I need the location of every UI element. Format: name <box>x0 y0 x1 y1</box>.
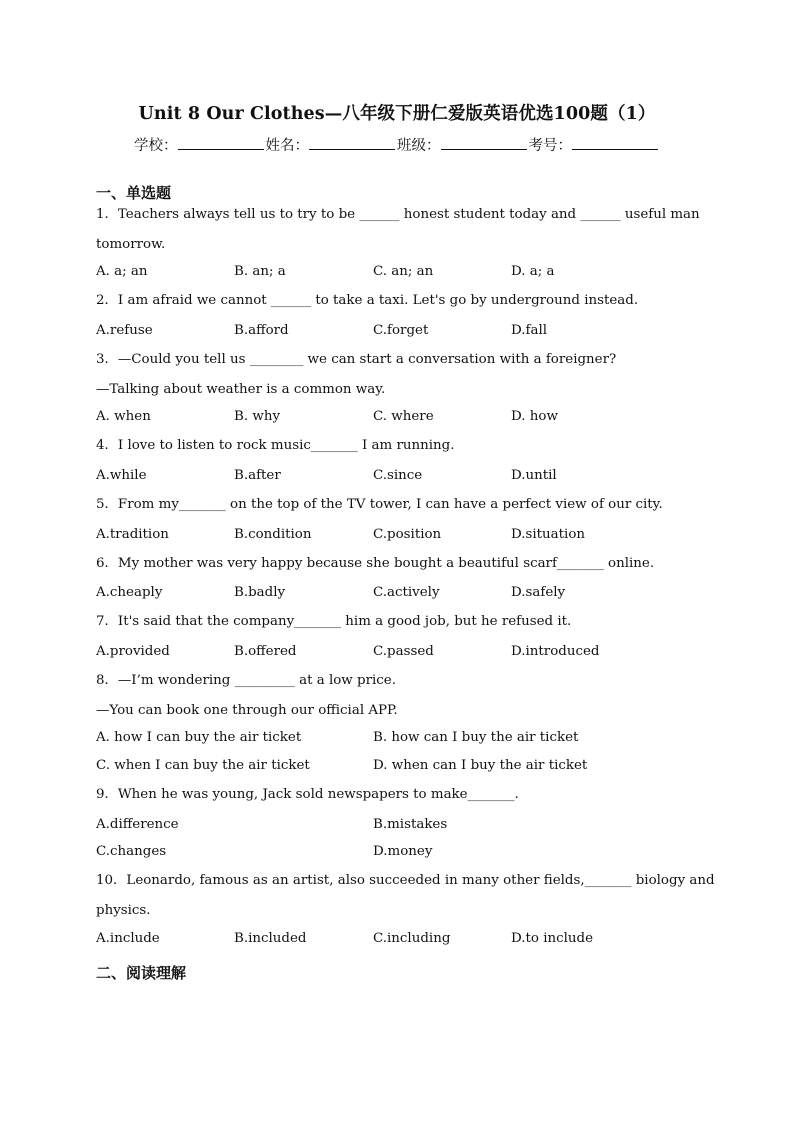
name-label: 姓名： <box>265 138 309 154</box>
question-7-line-1: 7．It's said that the company_______ him a good job, but he refused it. <box>96 614 572 629</box>
question-6-option-c[interactable]: C.actively <box>373 585 440 600</box>
class-label: 班级： <box>397 138 441 154</box>
question-7-option-d[interactable]: D.introduced <box>511 644 600 659</box>
question-4-option-b[interactable]: B.after <box>234 468 281 483</box>
question-2-option-b[interactable]: B.afford <box>234 323 289 338</box>
question-2-option-d[interactable]: D.fall <box>511 323 548 338</box>
question-1-option-d[interactable]: D. a; a <box>511 264 555 279</box>
question-9-option-a[interactable]: A.difference <box>96 817 179 832</box>
question-5-option-d[interactable]: D.situation <box>511 527 586 542</box>
question-4-option-c[interactable]: C.since <box>373 468 423 483</box>
class-blank[interactable] <box>441 135 527 150</box>
question-3-line-1: 3．—Could you tell us ________ we can start a conversation with a foreigner? <box>96 352 617 367</box>
question-8-option-c[interactable]: C. when I can buy the air ticket <box>96 758 310 773</box>
question-6-option-d[interactable]: D.safely <box>511 585 566 600</box>
exam-number-label: 考号： <box>528 138 572 154</box>
question-2-option-a[interactable]: A.refuse <box>96 323 153 338</box>
page-title: Unit 8 Our Clothes—八年级下册仁爱版英语优选100题（1） <box>138 104 656 124</box>
question-2-line-1: 2．I am afraid we cannot ______ to take a taxi. Let's go by underground instead. <box>96 293 639 308</box>
question-7-option-c[interactable]: C.passed <box>373 644 434 659</box>
question-3-option-c[interactable]: C. where <box>373 409 434 424</box>
question-10-line-2: physics. <box>96 903 151 918</box>
question-1-line-2: tomorrow. <box>96 237 166 252</box>
question-3-option-b[interactable]: B. why <box>234 409 281 424</box>
question-3-option-a[interactable]: A. when <box>96 409 151 424</box>
question-5-option-a[interactable]: A.tradition <box>96 527 169 542</box>
question-3-line-2: —Talking about weather is a common way. <box>96 382 386 397</box>
question-7-option-a[interactable]: A.provided <box>96 644 170 659</box>
question-9-option-c[interactable]: C.changes <box>96 844 167 859</box>
question-10-option-d[interactable]: D.to include <box>511 931 594 946</box>
question-9-option-d[interactable]: D.money <box>373 844 433 859</box>
question-7-option-b[interactable]: B.offered <box>234 644 297 659</box>
question-9-option-b[interactable]: B.mistakes <box>373 817 448 832</box>
question-10-option-c[interactable]: C.including <box>373 931 451 946</box>
question-5-line-1: 5．From my_______ on the top of the TV tower, I can have a perfect view of our city. <box>96 497 663 512</box>
name-blank[interactable] <box>309 135 395 150</box>
question-8-line-2: —You can book one through our official APP. <box>96 703 398 718</box>
question-2-option-c[interactable]: C.forget <box>373 323 429 338</box>
question-9-line-1: 9．When he was young, Jack sold newspapers to make_______. <box>96 787 519 802</box>
question-5-option-b[interactable]: B.condition <box>234 527 312 542</box>
question-6-line-1: 6．My mother was very happy because she bought a beautiful scarf_______ online. <box>96 556 655 571</box>
question-1-option-a[interactable]: A. a; an <box>96 264 148 279</box>
question-1-option-c[interactable]: C. an; an <box>373 264 434 279</box>
exam-number-blank[interactable] <box>572 135 658 150</box>
question-4-option-d[interactable]: D.until <box>511 468 557 483</box>
question-6-option-b[interactable]: B.badly <box>234 585 286 600</box>
question-10-option-a[interactable]: A.include <box>96 931 160 946</box>
question-4-line-1: 4．I love to listen to rock music_______ I am running. <box>96 438 455 453</box>
question-8-line-1: 8．—I’m wondering _________ at a low price. <box>96 673 396 688</box>
student-info-row <box>0 134 794 155</box>
school-label: 学校： <box>134 138 178 154</box>
question-4-option-a[interactable]: A.while <box>96 468 147 483</box>
question-3-option-d[interactable]: D. how <box>511 409 558 424</box>
question-6-option-a[interactable]: A.cheaply <box>96 585 163 600</box>
question-10-option-b[interactable]: B.included <box>234 931 307 946</box>
section-heading-reading: 二、阅读理解 <box>96 964 187 982</box>
school-blank[interactable] <box>178 135 264 150</box>
question-8-option-d[interactable]: D. when can I buy the air ticket <box>373 758 588 773</box>
section-heading-single-choice: 一、单选题 <box>96 184 172 202</box>
question-5-option-c[interactable]: C.position <box>373 527 442 542</box>
question-1-option-b[interactable]: B. an; a <box>234 264 286 279</box>
question-10-line-1: 10．Leonardo, famous as an artist, also succeeded in many other fields,_______ biology and <box>96 873 715 888</box>
question-8-option-b[interactable]: B. how can I buy the air ticket <box>373 730 579 745</box>
question-8-option-a[interactable]: A. how I can buy the air ticket <box>96 730 302 745</box>
question-1-line-1: 1．Teachers always tell us to try to be ______ honest student today and ______ useful man <box>96 207 700 222</box>
